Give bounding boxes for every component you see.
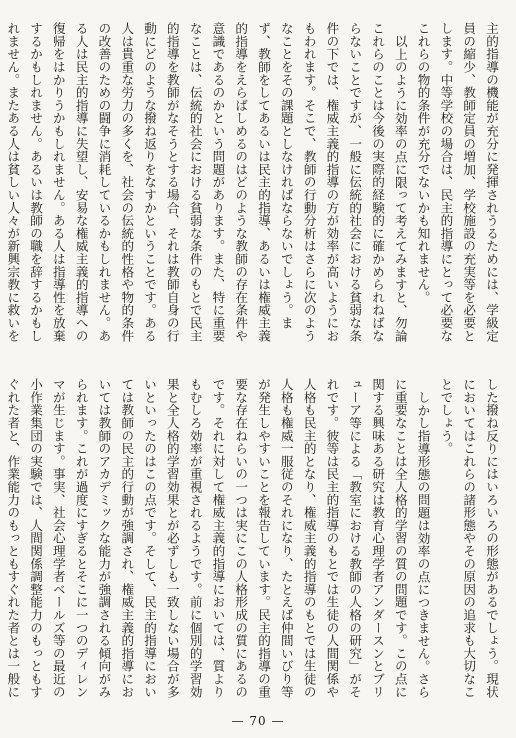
upper-paragraph-1: 主的指導の機能が充分に発揮されうるためには、学級定員の縮少、教師定員の増加、学校施設の充実等を必要とします。中等学校の場合は、民主的指導にとって必要なこれらの物的条件が充分でないかも知れません。 bbox=[415, 22, 499, 342]
lower-text-column bbox=[2, 378, 502, 706]
page-number: — 70 — bbox=[231, 714, 285, 728]
lower-paragraph-2: しかし指導形態の問題は効率の点につきません。さらに重要なことは全人格的学習の質の問題です。この点に関する興味ある研究は教育心理学者アンダースンとブリューア等による「教室における教師の人格の研究」がそれです。彼等は民主的指導のもとでは生徒の人間関係や人格も民主的となり、権威主義的指導のもとでは生徒の人格も権威一服従のそれになり、たとえば仲間いびり等が発生しやすいことを報告しています。民主的指導の重要な存在ねらいの一つは実にこの人格形成の質にあるのです。それに対して権威主義的指導においては、質よりもむしろ効率が重視されるようです。前に個別的学習効果と全人格的学習効果とが必ずしも一致しない場合が多いといったのはこの点です。そして、民主的指導においては教師の民主的行動が強調され、権威主義的指導においては教師のアカデミックな能力が強調される傾向がみられます。これが過度にすぎるとそこに一つのディレンマが生じます。事実、社会心理学者ベールズ等の最近の小作業集団の実験では、人間関係調整能力のもっともすぐれた者と、作業能力のもっともすぐれた者とは一般に bbox=[5, 378, 431, 698]
upper-text-column bbox=[2, 22, 502, 344]
lower-paragraph-1: した撥ね反りにはいろいろの形態があるでしょう。現状においてはこれらの諸形態やその原因の追求も大切なことでしょう。 bbox=[438, 378, 499, 698]
upper-paragraph-2: 以上のように効率の点に限って考えてみますと、勿論これらのことは今後の実際的経験的に確かめられねばならないことですが、一般に伝統的社会における貧弱な条件の下では、権威主義的指導の方が効率が高いようにおもわれます。そこで、教師の行動分析はさらに次のようなことをその課題としなければならないでしょう。まず、教師をしてあるいは民主的指導、あるいは権威主義的指導をえらばしめるのはどのような教師の存在条件や意識であるのかという問題があります。また、特に重要なことは、伝統的社会における貧弱な条件のもとで民主的指導を教師がなそうとする場合、それは教師自身の行動にどのような撥ね返りをなすかということです。ある人は貴重な労力の多くを、社会の伝統的性格や物的条件の改善のための闘争に消耗しているかもしれません。ある人は民主的指導に失望し、安易な権威主義的指導への復帰をはかりうかもしれません。ある人は指導性を放棄するかもしれません。あるいは教師の職を辞するかもしれません。またある人は貧しい人々が新興宗教に救いを bbox=[5, 22, 408, 342]
